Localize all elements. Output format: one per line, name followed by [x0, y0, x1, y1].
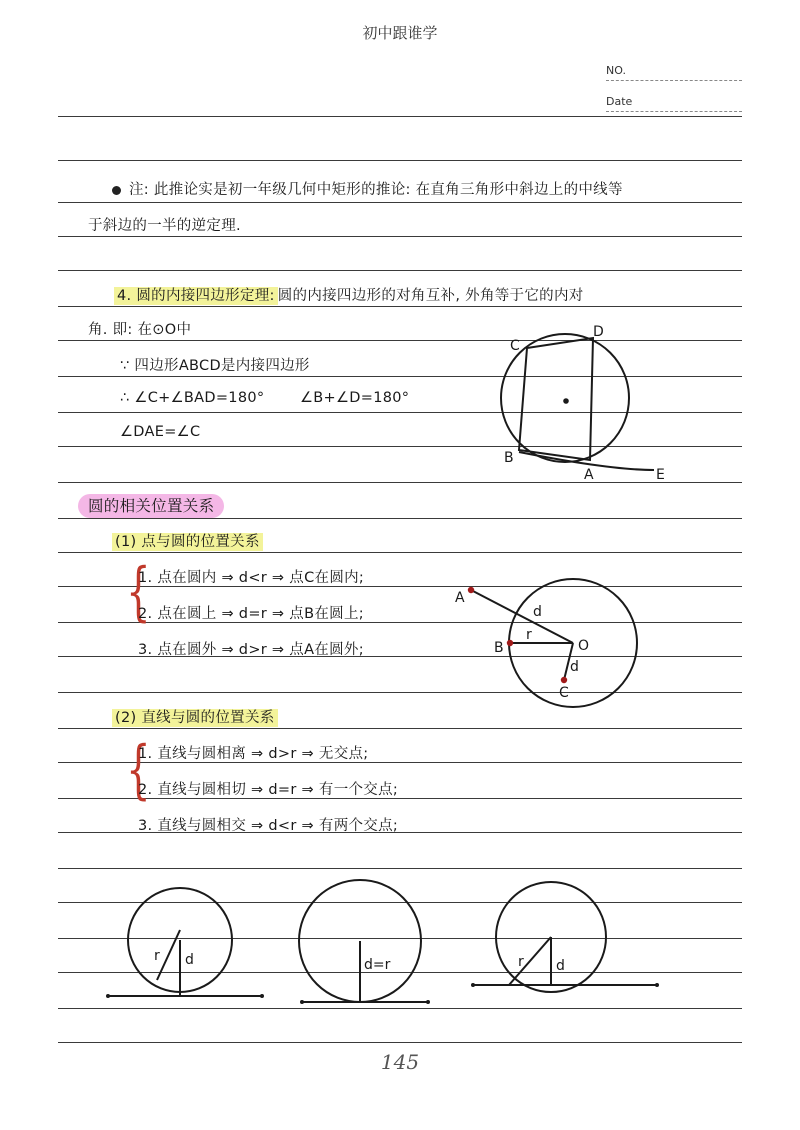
pt-label-b: B [494, 640, 504, 656]
sub1-title-text: (1) 点与圆的位置关系 [112, 533, 263, 551]
note-text-1: 注: 此推论实是初一年级几何中矩形的推论: 在直角三角形中斜边上的中线等 [129, 182, 623, 198]
separate-line-end-right [260, 994, 264, 998]
label-a: A [584, 467, 594, 483]
quad-abcd [519, 338, 593, 460]
theorem4-title: 4. 圆的内接四边形定理: [114, 287, 278, 305]
separate-label-d: d [185, 952, 194, 968]
sub2-item-1: 1. 直线与圆相离 ⇒ d>r ⇒ 无交点; [138, 746, 369, 762]
sub1-item-3: 3. 点在圆外 ⇒ d>r ⇒ 点A在圆外; [138, 642, 364, 658]
point-c-dot [561, 677, 567, 683]
theorem4-result-1: ∴ ∠C+∠BAD=180° [120, 390, 265, 406]
label-b: B [504, 450, 514, 466]
pt-label-r: r [526, 627, 532, 643]
section-title-text: 圆的相关位置关系 [78, 494, 224, 518]
sub2-item-2: 2. 直线与圆相切 ⇒ d=r ⇒ 有一个交点; [138, 782, 399, 798]
page-header-title: 初中跟谁学 [362, 24, 438, 42]
pt-label-d-inside: d [570, 659, 579, 675]
point-b-dot [507, 640, 513, 646]
tangent-line-end-right [426, 1000, 430, 1004]
intersect-line-end-left [471, 983, 475, 987]
label-e: E [656, 467, 665, 483]
theorem4-result-2: ∠B+∠D=180° [300, 390, 410, 406]
pt-label-c: C [559, 685, 569, 701]
segment-ao [471, 590, 573, 643]
intersect-label-r: r [518, 954, 524, 970]
separate-r-segment [157, 930, 180, 980]
sub1-brace-icon: { [126, 555, 151, 629]
sub2-brace-icon: { [126, 733, 151, 807]
line-circle-intersect [473, 882, 657, 992]
label-c: C [510, 338, 520, 354]
pt-label-d-outside: d [533, 604, 542, 620]
separate-line-end-left [106, 994, 110, 998]
theorem4-text-1: 圆的内接四边形的对角互补, 外角等于它的内对 [277, 288, 584, 304]
intersect-line-end-right [655, 983, 659, 987]
label-d: D [593, 324, 604, 340]
no-label: NO. [606, 64, 626, 77]
sub2-title-text: (2) 直线与圆的位置关系 [112, 709, 278, 727]
sub1-item-1: 1. 点在圆内 ⇒ d<r ⇒ 点C在圆内; [138, 570, 365, 586]
tangent-label-dr: d=r [364, 957, 391, 973]
theorem4-result-3: ∠DAE=∠C [120, 424, 201, 440]
theorem4-given: ∵ 四边形ABCD是内接四边形 [120, 358, 310, 374]
center-dot [564, 399, 568, 403]
theorem4-text-2: 角. 即: 在⊙O中 [88, 322, 192, 338]
line-circle-separate [108, 888, 262, 996]
pt-label-o: O [578, 638, 590, 654]
tangent-line-end-left [300, 1000, 304, 1004]
line-circle-tangent [299, 880, 428, 1002]
point-a-dot [468, 587, 474, 593]
separate-label-r: r [154, 948, 160, 964]
pt-label-a: A [455, 590, 465, 606]
sub2-item-3: 3. 直线与圆相交 ⇒ d<r ⇒ 有两个交点; [138, 818, 399, 834]
intersect-r-segment [509, 937, 551, 985]
cyclic-quad-figure [501, 334, 654, 470]
page-number: 145 [380, 1050, 420, 1074]
date-label: Date [606, 95, 633, 108]
note-line-2: 于斜边的一半的逆定理. [88, 218, 241, 234]
intersect-label-d: d [556, 958, 565, 974]
sub1-item-2: 2. 点在圆上 ⇒ d=r ⇒ 点B在圆上; [138, 606, 364, 622]
